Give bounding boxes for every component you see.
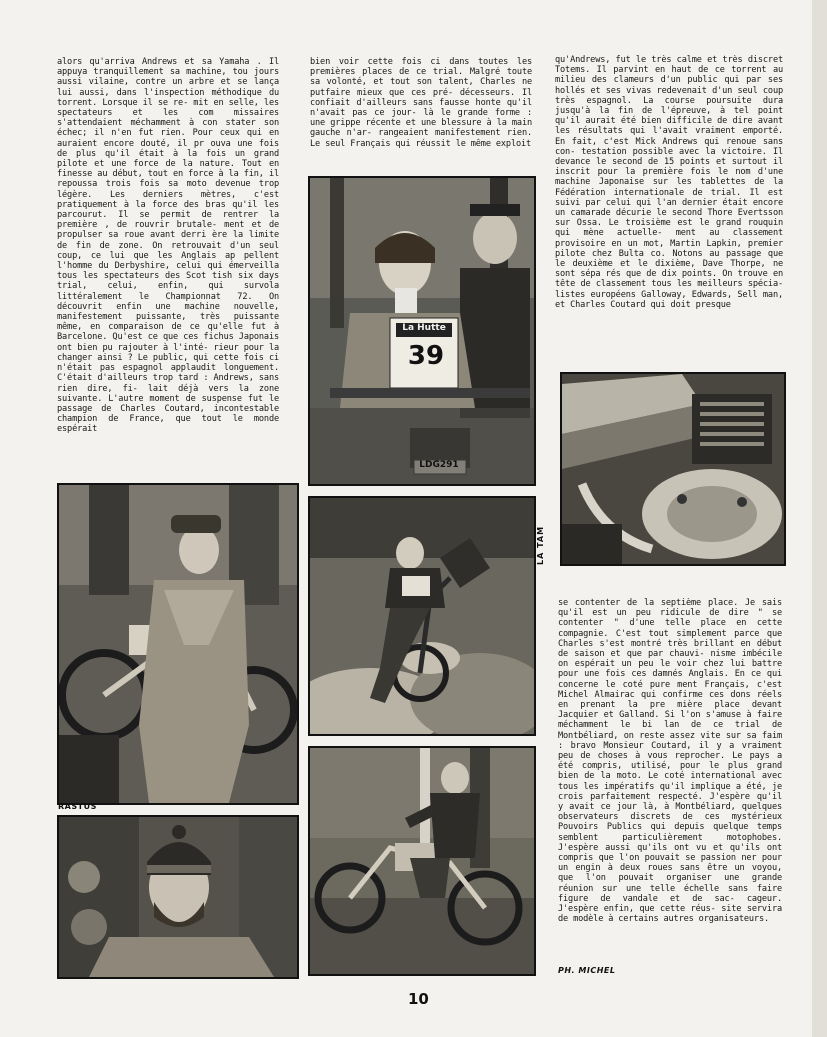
photo-rider-in-woods: [308, 746, 536, 976]
bib-brand: La Hutte: [402, 323, 446, 333]
article-column-3-top: qu'Andrews, fut le très calme et très discret Totems. Il parvint en haut de ce torrent au milieu des clameurs d'un public qui par ses hollés et ses vivas redevenait d'un seul coup très espagnol. La course poursuite dura jusqu'à la fin de l'épreuve, à tel point qu'il aurait été bien difficile de dire avant les résultats qui l'avait vraiment emporté. En fait, c'est Mick Andrews qui renoue sans con- testation possible avec la victoire. Il devance le second de 15 points et surtout il inscrit pour la première fois le nom d'une machine Japonaise sur les tablettes de la Fédération internationale de trial. Il est suivi par celui qui l'an dernier était encore un camarade décurie le second Thore Evertsson sur Ossa. Le troisième est le grand rouquin qui mène actuelle- ment au classement provisoire en un mot, Martin Lapkin, premier pilote chez Bulta co. Notons au passage que le deuxième et le dixième, Dave Thorpe, ne sont sépa rés que de dix points. On trouve en tête de classement tous les meilleurs spécia- listes européens Galloway, Edwards, Sell man, et Charles Coutard qui doit presque: [555, 55, 783, 310]
bib-number: 39: [407, 341, 445, 371]
article-column-3-bottom: se contenter de la septième place. Je sais qu'il est un peu ridicule de dire " se contenter " d'une telle place en cette compagnie. C'est tout simplement parce que Charles s'est montré très brillant en début de saison et que par chauvi- nisme imbécile on espérait un peu le voir chez lui battre pour une fois ces damnés Anglais. En ce qui concerne le coté pure ment Français, c'est Michel Almairac qui confirme ces dons réels en prenant la pre mière place devant Jacquier et Galland. Si l'on s'amuse à faire méchamment le bi lan de ce trial de Montbéliard, on reste assez vite sur sa faim : bravo Monsieur Coutard, il y a vraiment peu de choses à vous reprocher. Le pays a été compris, utilisé, pour le plus grand bien de la moto. Le coté international avec tous les impératifs qu'il implique a été, je crois parfaitement respecté. J'espère qu'il y avait ce jour là, à Montbéliard, quelques observateurs discrets de ces mystérieux Pouvoirs Publics qui depuis quelque temps semblent particulièrement motophobes. J'espère aussi qu'ils ont vu et qu'ils ont compris que l'on pouvait se passion ner pour un engin à deux roues sans être un voyou, que l'on pouvait organiser une grande réunion sur une telle échelle sans faire figure de vandale et de sac- cageur. J'espère enfin, que cette réus- site servira de modèle à certains autres organisateurs.: [558, 598, 782, 925]
photo-credit-la-tam: LA TAM: [536, 525, 545, 565]
photo-rider-with-cap: [57, 483, 299, 805]
photo-bearded-man-knit-cap: [57, 815, 299, 979]
photo-credit-ph-michel: PH. MICHEL: [558, 966, 616, 975]
article-column-1: alors qu'arriva Andrews et sa Yamaha . Il appuya tranquillement sa machine, tou jours aussi vilaine, contre un arbre et se lança lui aussi, dans l'inspection méthodique du torrent. Lorsque il se re- mit en selle, les spectateurs et les com missaires s'attendaient méchamment à con stater son échec; il n'en fut rien. Pour ceux qui en auraient encore douté, il pr ouva une fois de plus qu'il était à la fois un grand pilote et une force de la nature. Tout en finesse au début, tout en force à la fin, il repoussa trois fois sa moto devenue trop légère. Les derniers mètres, c'est pratiquement à la force des bras qu'il les parcourut. Il se permit de rentrer la première , de rouvrir brutale- ment et de propulser sa roue avant derri ère la limite de fin de zone. On retrouvait d'un seul coup, ce lui que les Anglais ap pellent l'homme du Derbyshire, celui qui émerveilla tous les spectateurs des Scot tish six days trial, celui, enfin, qui survola littéralement le Championnat 72. On découvrit enfin une machine nouvelle, manifestement puissante, très puissante même, en comparaison de ce qu'elle fut à Barcelone. Qu'est ce que ces fichus Japonais ont bien pu rajouter à l'inté- rieur pour la changer ainsi ? Le public, qui cette fois ci n'était pas espagnol applaudit longuement. C'était d'ailleurs trop tard : Andrews, sans rien dire, fi- lait déjà vers la zone suivante. L'autre moment de suspense fut le passage de Charles Coutard, incontestable champion de France, que tout le monde espérait: [57, 57, 279, 435]
photo-rider-rocky-climb: [308, 496, 536, 736]
photo-credit-rastus: RASTUS: [58, 802, 97, 811]
page-number: 10: [408, 990, 429, 1008]
license-plate: LDG291: [419, 460, 459, 470]
article-column-2: bien voir cette fois ci dans toutes les premières places de ce trial. Malgré toute sa volonté, et tout son talent, Charles ne putfaire mieux que ces pré- décesseurs. Il confiait d'ailleurs sans fausse honte qu'il n'avait pas ce jour- là le grande forme : une grippe récente et une blessure à la main gauche n'ar- rangeaient manifestement rien. Le seul Français qui réussit le même exploit: [310, 57, 532, 149]
page-edge: [812, 0, 827, 1037]
photo-engine-closeup: [560, 372, 786, 566]
